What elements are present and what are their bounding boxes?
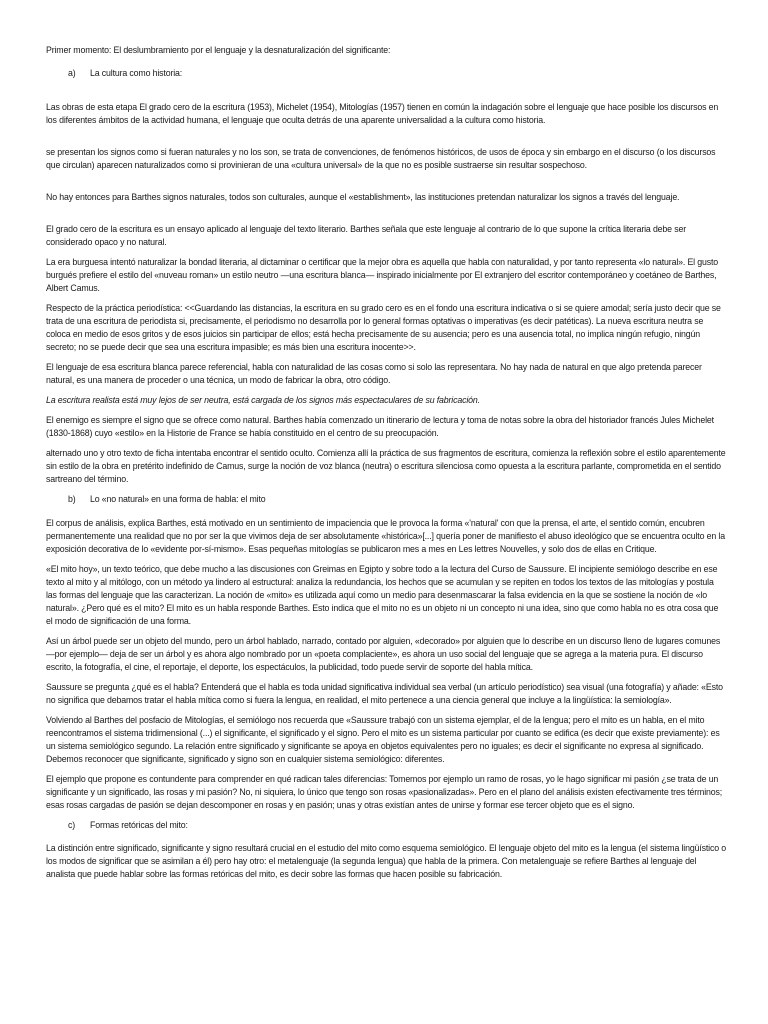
list-item-a: [46, 67, 726, 80]
paragraph: alternado uno y otro texto de ficha intentaba encontrar el sentido oculto. Comienza allí la práctica de sus fragmentos de escritura, comienza la reflexión sobre el estilo aparentemente sin estilo de la obra en pretérito indefinido de Camus, surge la noción de voz blanca (neutra) o escritura silenciosa como opuesta a la escritura parlante, comprometida en el sentido sartreano del término.: [46, 448, 726, 484]
list-title: La cultura como historia:: [90, 68, 183, 78]
list-item-b: [46, 493, 726, 506]
italic-quote: La escritura realista está muy lejos de ser neutra, está cargada de los signos más espectaculares de su fabricación.: [46, 395, 480, 405]
paragraph: No hay entonces para Barthes signos naturales, todos son culturales, aunque el «establishment», las instituciones pretendan naturalizar los signos a través del lenguaje.: [46, 192, 680, 202]
paragraph: La era burguesa intentó naturalizar la bondad literaria, al dictaminar o certificar que la mejor obra es aquella que habla con naturalidad, y por tanto representa «lo natural». El gusto burgués prefiere el estilo del «nuveau roman» un estilo neutro —una escritura blanca— inspirado inicialmente por El extranjero del escritor contemporáneo y coetáneo de Barthes, Albert Camus.: [46, 257, 719, 293]
list-item-c: [46, 819, 726, 832]
list-marker: a): [68, 68, 76, 78]
paragraph: El corpus de análisis, explica Barthes, está motivado en un sentimiento de impaciencia que le provoca la forma «'natural' con que la prensa, el arte, el sentido común, encubren permanentemente una realidad que no por ser la que vivimos deja de ser absolutamente «histórica»[...] quería poner de manifiesto el abuso ideológico que se encuentra oculto en la exposición decorativa de lo «evidente por-sí-mismo». Esas pequeñas mitologías se publicaron mes a mes en Les lettres Nouvelles, y solo dos de ellas en Critique.: [46, 518, 725, 554]
paragraph: El enemigo es siempre el signo que se ofrece como natural. Barthes había comenzado un itinerario de lectura y toma de notas sobre la obra del historiador francés Jules Michelet (1830-1868) cuyo «estilo» en la Historie de France se había constituido en el centro de su preocupación.: [46, 415, 714, 438]
paragraph: El lenguaje de esa escritura blanca parece referencial, habla con naturalidad de las cosas como si solo las representara. No hay nada de natural en que algo pretenda parecer natural, es una manera de proceder o una técnica, un modo de fabricar la obra, otro código.: [46, 362, 702, 385]
section-heading: Primer momento: El deslumbramiento por el lenguaje y la desnaturalización del significante:: [46, 45, 391, 55]
list-title: Lo «no natural» en una forma de habla: el mito: [90, 494, 266, 504]
paragraph: Volviendo al Barthes del posfacio de Mitologías, el semiólogo nos recuerda que «Saussure trabajó con un sistema ejemplar, el de la lengua; pero el mito es un habla, en el mito reencontramos el sistema tridimensional (...) el significante, el significado y el signo. Pero el mito es un sistema particular por cuanto se edifica (es decir que existe previamente): es un sistema semiológico segundo. La relación entre significado y significante se apoya en objetos equivalentes pero no iguales; es decir el significante no expresa al significado. Debemos reconocer que significante, significado y signo son en cualquier sistema semiológico: diferentes.: [46, 715, 720, 764]
paragraph: se presentan los signos como si fueran naturales y no los son, se trata de convenciones, de fenómenos históricos, de usos de época y sin embargo en el discurso (o los discursos que circulan) aparecen naturalizados como si provinieran de una «cultura universal» de la que no es posible sustraerse sin resultar sospechoso.: [46, 147, 716, 170]
paragraph: Así un árbol puede ser un objeto del mundo, pero un árbol hablado, narrado, contado por alguien, «decorado» por alguien que lo describe en un discurso lleno de lugares comunes —por ejemplo— deja de ser un árbol y es ahora algo nombrado por un «poeta complaciente», es ahora un uso social del lenguaje que se agrega a la materia pura. El discurso escrito, la fotografía, el cine, el reportaje, el deporte, los espectáculos, la publicidad, todo puede servir de soporte del habla mítica.: [46, 636, 721, 672]
list-marker: c): [68, 820, 76, 830]
paragraph: Respecto de la práctica periodística: <<Guardando las distancias, la escritura en su grado cero es en el fondo una escritura indicativa o si se quiere amodal; sería justo decir que se trata de una escritura de periodista si, precisamente, el periodismo no desarrolla por lo general formas optativas o imperativas (es decir patéticas). La nueva escritura neutra se coloca en medio de esos gritos y de esos juicios sin participar de ellos; está hecha precisamente de su ausencia; pero es una ausencia total, no implica ningún refugio, ningún secreto; no se puede decir que sea una escritura impasible; es más bien una escritura inocente>>.: [46, 303, 721, 352]
paragraph: La distinción entre significado, significante y signo resultará crucial en el estudio del mito como esquema semiológico. El lenguaje objeto del mito es la lengua (el sistema lingüístico o los modos de significar que se asimilan a él) pero hay otro: el metalenguaje (la segunda lengua) que habla de la primera. Con metalenguaje se refiere Barthes al lenguaje del analista que puede hablar sobre las formas retóricas del mito, es decir sobre las formas que hacen posible su fabricación.: [46, 843, 726, 879]
paragraph: El grado cero de la escritura es un ensayo aplicado al lenguaje del texto literario. Barthes señala que este lenguaje al contrario de lo que supone la crítica literaria debe ser considerado opaco y no natural.: [46, 224, 686, 247]
paragraph: Las obras de esta etapa El grado cero de la escritura (1953), Michelet (1954), Mitologías (1957) tienen en común la indagación sobre el lenguaje que hace posible los discursos en los diferentes ámbitos de la actividad humana, el lenguaje que oculta detrás de una aparente universalidad a la cultura como historia.: [46, 102, 719, 125]
document-page: [46, 40, 726, 881]
paragraph: El ejemplo que propone es contundente para comprender en qué radican tales diferencias: Tomemos por ejemplo un ramo de rosas, yo le hago significar mi pasión ¿se trata de un significante y un significado, las rosas y mi pasión? No, ni siquiera, lo único que tengo son rosas «pasionalizadas». Pero en el plano del análisis existen efectivamente tres términos; esas rosas cargadas de pasión se dejan descomponer en rosas y en pasión; unas y otras existían antes de unirse y formar ese tercer objeto que es el signo.: [46, 774, 723, 810]
paragraph: Saussure se pregunta ¿qué es el habla? Entenderá que el habla es toda unidad significativa individual sea verbal (un artículo periodístico) sea visual (una fotografía) y añade: «Esto no significa que debamos tratar el habla mítica como si fuera la lengua, en realidad, el mito pertenece a una ciencia general que incluye a la lingüística: la semiología».: [46, 682, 723, 705]
list-marker: b): [68, 494, 76, 504]
paragraph: «El mito hoy», un texto teórico, que debe mucho a las discusiones con Greimas en Egipto y sobre todo a la lectura del Curso de Saussure. El incipiente semiólogo describe en ese texto al mito y al mitólogo, con un método ya lindero al estructural: analiza la redundancia, los hechos que se acumulan y se repiten en todos los textos de las mitologías y postula las formas del lenguaje que las caracterizan. La noción de «mito» es utilizada aquí como un medio para desenmascarar la falsa evidencia en la que se sostiene la noción de «lo natural». ¿Pero qué es el mito? El mito es un habla responde Barthes. Esto indica que el mito no es un objeto ni un concepto ni una idea, sino que como habla no es otra cosa que el modo de significación de una forma.: [46, 564, 719, 626]
list-title: Formas retóricas del mito:: [90, 820, 188, 830]
